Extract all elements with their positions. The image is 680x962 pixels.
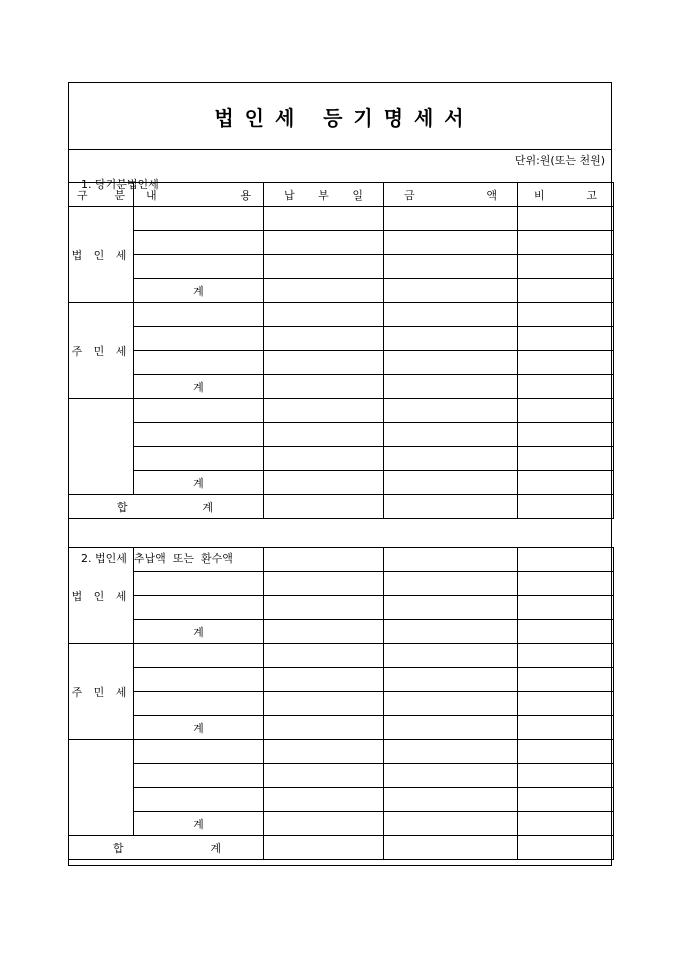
cell[interactable] (264, 423, 384, 447)
cell[interactable] (134, 572, 264, 596)
cell[interactable] (264, 836, 384, 860)
total-label: 합 계 (69, 836, 264, 860)
cell[interactable] (134, 740, 264, 764)
cell[interactable] (518, 231, 614, 255)
cell[interactable] (518, 740, 614, 764)
cell[interactable] (518, 303, 614, 327)
cell[interactable] (264, 351, 384, 375)
cell[interactable] (384, 668, 518, 692)
cell[interactable] (384, 255, 518, 279)
cell[interactable] (384, 279, 518, 303)
table-row (69, 255, 614, 279)
cell[interactable] (264, 812, 384, 836)
cell[interactable] (518, 572, 614, 596)
cell[interactable] (384, 596, 518, 620)
tax-form (68, 82, 612, 866)
subtotal-label: 계 (134, 471, 264, 495)
cell[interactable] (264, 255, 384, 279)
cell[interactable] (384, 447, 518, 471)
total-row (69, 836, 614, 860)
cell[interactable] (518, 812, 614, 836)
group-blank[interactable] (69, 740, 134, 836)
cell[interactable] (264, 668, 384, 692)
total-row (69, 495, 614, 519)
cell[interactable] (264, 716, 384, 740)
cell[interactable] (384, 399, 518, 423)
subtotal-label: 계 (134, 812, 264, 836)
cell[interactable] (384, 471, 518, 495)
cell[interactable] (384, 836, 518, 860)
cell[interactable] (264, 788, 384, 812)
cell[interactable] (384, 375, 518, 399)
group-resident-tax: 주 민 세 (69, 303, 134, 399)
cell[interactable] (518, 375, 614, 399)
cell[interactable] (134, 692, 264, 716)
table-row (69, 327, 614, 351)
cell[interactable] (518, 495, 614, 519)
cell[interactable] (264, 471, 384, 495)
cell[interactable] (518, 447, 614, 471)
group-corp-tax: 법 인 세 (69, 207, 134, 303)
unit-label: 단위:원(또는 천원) (514, 154, 605, 167)
cell[interactable] (518, 548, 614, 572)
cell[interactable] (384, 572, 518, 596)
subtotal-label: 계 (134, 375, 264, 399)
cell[interactable] (384, 620, 518, 644)
total-label: 합 계 (69, 495, 264, 519)
cell[interactable] (518, 279, 614, 303)
header-row (69, 183, 614, 207)
section1-line (67, 149, 613, 191)
header-division: 구 분 (69, 183, 134, 207)
cell[interactable] (518, 788, 614, 812)
header-amount: 금 액 (384, 183, 518, 207)
cell[interactable] (384, 207, 518, 231)
cell[interactable] (384, 716, 518, 740)
subtotal-row (69, 375, 614, 399)
section2-label: 2. 법인세 추납액 또는 환수액 (81, 552, 233, 565)
cell[interactable] (384, 788, 518, 812)
cell[interactable] (134, 668, 264, 692)
cell[interactable] (384, 495, 518, 519)
table-row (69, 207, 614, 231)
cell[interactable] (518, 764, 614, 788)
cell[interactable] (518, 207, 614, 231)
table-row (69, 572, 614, 596)
cell[interactable] (264, 692, 384, 716)
subtotal-row (69, 716, 614, 740)
cell[interactable] (384, 351, 518, 375)
section1-table (68, 182, 614, 519)
cell[interactable] (518, 716, 614, 740)
cell[interactable] (264, 495, 384, 519)
cell[interactable] (134, 788, 264, 812)
table-row (69, 668, 614, 692)
title-box (69, 83, 611, 150)
cell[interactable] (264, 447, 384, 471)
subtotal-row (69, 279, 614, 303)
cell[interactable] (264, 399, 384, 423)
section1-label: 1. 당기분법인세 (81, 178, 159, 191)
cell[interactable] (264, 279, 384, 303)
cell[interactable] (264, 764, 384, 788)
cell[interactable] (134, 548, 264, 572)
table-row (69, 447, 614, 471)
cell[interactable] (384, 303, 518, 327)
cell[interactable] (134, 399, 264, 423)
cell[interactable] (264, 572, 384, 596)
table-row (69, 399, 614, 423)
cell[interactable] (384, 764, 518, 788)
cell[interactable] (518, 620, 614, 644)
group-resident-tax: 주 민 세 (69, 644, 134, 740)
cell[interactable] (518, 255, 614, 279)
cell[interactable] (134, 644, 264, 668)
group-blank[interactable] (69, 399, 134, 495)
cell[interactable] (384, 692, 518, 716)
cell[interactable] (134, 423, 264, 447)
cell[interactable] (264, 327, 384, 351)
header-pay-date: 납 부 일 (264, 183, 384, 207)
table-row (69, 764, 614, 788)
section2-line (67, 523, 613, 565)
document-title: 법 인 세 등 기 명 세 서 (214, 105, 466, 130)
cell[interactable] (518, 351, 614, 375)
table-row (69, 231, 614, 255)
cell[interactable] (518, 836, 614, 860)
cell[interactable] (264, 644, 384, 668)
subtotal-row (69, 812, 614, 836)
cell[interactable] (384, 812, 518, 836)
table-row (69, 692, 614, 716)
cell[interactable] (264, 375, 384, 399)
section2-table (68, 547, 614, 860)
table-row (69, 788, 614, 812)
cell[interactable] (264, 620, 384, 644)
cell[interactable] (134, 351, 264, 375)
cell[interactable] (518, 692, 614, 716)
cell[interactable] (384, 548, 518, 572)
subtotal-row (69, 620, 614, 644)
cell[interactable] (518, 596, 614, 620)
subtotal-label: 계 (134, 716, 264, 740)
cell[interactable] (518, 327, 614, 351)
cell[interactable] (384, 423, 518, 447)
cell[interactable] (384, 740, 518, 764)
cell[interactable] (134, 447, 264, 471)
cell[interactable] (384, 644, 518, 668)
subtotal-label: 계 (134, 620, 264, 644)
table-row (69, 548, 614, 572)
table-row (69, 423, 614, 447)
cell[interactable] (518, 471, 614, 495)
group-corp-tax: 법 인 세 (69, 548, 134, 644)
cell[interactable] (134, 207, 264, 231)
subtotal-row (69, 471, 614, 495)
header-remarks: 비 고 (518, 183, 614, 207)
header-content: 내 용 (134, 183, 264, 207)
cell[interactable] (134, 596, 264, 620)
cell[interactable] (264, 548, 384, 572)
cell[interactable] (264, 207, 384, 231)
table-row (69, 303, 614, 327)
cell[interactable] (264, 596, 384, 620)
table-row (69, 351, 614, 375)
cell[interactable] (134, 255, 264, 279)
cell[interactable] (134, 303, 264, 327)
cell[interactable] (264, 231, 384, 255)
cell[interactable] (134, 231, 264, 255)
cell[interactable] (264, 740, 384, 764)
subtotal-label: 계 (134, 279, 264, 303)
table-row (69, 644, 614, 668)
cell[interactable] (518, 644, 614, 668)
table-row (69, 740, 614, 764)
cell[interactable] (518, 668, 614, 692)
table-row (69, 596, 614, 620)
cell[interactable] (384, 231, 518, 255)
cell[interactable] (134, 764, 264, 788)
cell[interactable] (518, 399, 614, 423)
cell[interactable] (134, 327, 264, 351)
cell[interactable] (384, 327, 518, 351)
cell[interactable] (518, 423, 614, 447)
cell[interactable] (264, 303, 384, 327)
